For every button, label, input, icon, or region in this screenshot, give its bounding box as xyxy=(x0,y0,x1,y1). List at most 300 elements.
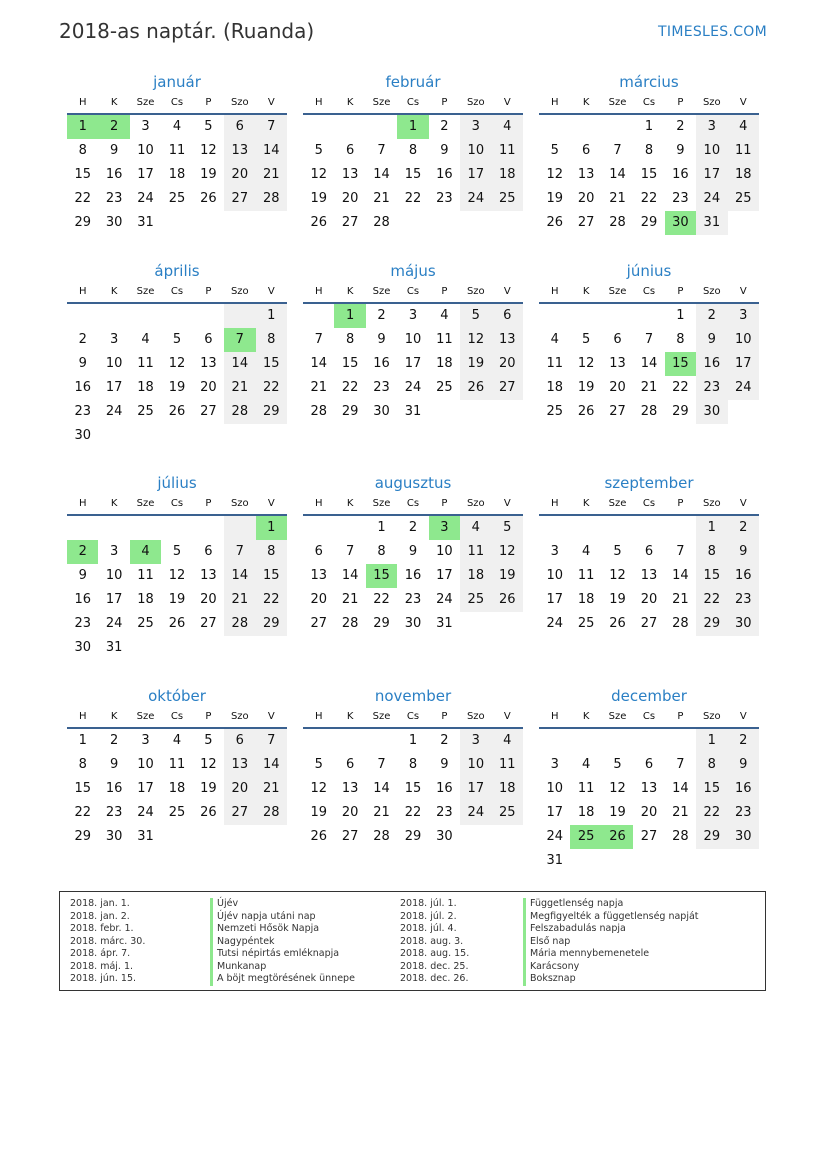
weekday-label: K xyxy=(346,498,354,509)
month-calendar xyxy=(67,260,287,448)
day-cell: 23 xyxy=(672,191,689,206)
day-cell: 23 xyxy=(728,801,759,825)
weekday-label: P xyxy=(441,711,448,722)
day-cell: 26 xyxy=(310,215,327,230)
day-cell: 25 xyxy=(492,801,523,825)
day-cell: 9 xyxy=(696,328,727,352)
legend-holiday-name: Tutsi népirtás emléknapja xyxy=(210,948,339,961)
weekday-label: P xyxy=(441,286,448,297)
day-cell: 27 xyxy=(640,829,658,844)
weekday-label: P xyxy=(441,498,448,509)
weekday-label: K xyxy=(110,286,118,297)
days-grid xyxy=(539,304,759,424)
day-cell: 20 xyxy=(224,163,255,187)
day-cell: 25 xyxy=(436,380,453,395)
weekday-label: Szo xyxy=(466,498,485,509)
day-cell: 18 xyxy=(436,356,453,371)
legend-date: 2018. aug. 15. xyxy=(400,948,470,959)
empty-day-cell xyxy=(161,304,192,328)
empty-day-cell xyxy=(303,304,334,328)
day-cell: 4 xyxy=(172,733,182,748)
weekday-label: V xyxy=(739,498,747,509)
day-cell: 11 xyxy=(137,356,154,371)
legend-date: 2018. ápr. 7. xyxy=(70,948,131,959)
day-cell: 30 xyxy=(728,612,759,636)
day-cell: 13 xyxy=(640,781,658,796)
day-cell: 30 xyxy=(728,825,759,849)
holiday-day-cell: 25 xyxy=(570,825,601,849)
month-calendar xyxy=(539,260,759,424)
legend-holiday-name: Mária mennybemenetele xyxy=(523,948,649,961)
holiday-day-cell: 1 xyxy=(334,304,365,328)
day-cell: 1 xyxy=(676,308,685,323)
weekday-label: Sze xyxy=(372,286,391,297)
empty-day-cell xyxy=(67,516,98,540)
day-cell: 1 xyxy=(696,729,727,753)
day-cell: 25 xyxy=(168,805,186,820)
weekday-label: H xyxy=(78,97,87,108)
month-name: augusztus xyxy=(374,474,452,492)
day-cell: 5 xyxy=(613,757,622,772)
day-cell: 6 xyxy=(345,757,355,772)
weekday-header xyxy=(303,494,523,516)
day-cell: 22 xyxy=(74,805,91,820)
day-cell: 14 xyxy=(224,564,255,588)
day-cell: 14 xyxy=(373,781,390,796)
day-cell: 19 xyxy=(609,805,626,820)
day-cell: 28 xyxy=(256,801,287,825)
day-cell: 3 xyxy=(141,733,150,748)
day-cell: 16 xyxy=(74,380,91,395)
day-cell: 25 xyxy=(492,187,523,211)
day-cell: 11 xyxy=(492,753,523,777)
day-cell: 24 xyxy=(546,829,563,844)
day-cell: 11 xyxy=(460,540,491,564)
weekday-label: V xyxy=(739,286,747,297)
day-cell: 22 xyxy=(74,191,91,206)
day-cell: 20 xyxy=(609,380,626,395)
day-cell: 13 xyxy=(609,356,626,371)
empty-day-cell xyxy=(303,115,334,139)
day-cell: 10 xyxy=(460,753,491,777)
legend-date: 2018. febr. 1. xyxy=(70,923,134,934)
day-cell: 17 xyxy=(546,592,563,607)
legend-date: 2018. aug. 3. xyxy=(400,935,464,947)
weekday-header xyxy=(303,707,523,729)
day-cell: 2 xyxy=(408,520,418,535)
weekday-header xyxy=(539,494,759,516)
weekday-label: Sze xyxy=(608,97,627,108)
day-cell: 5 xyxy=(204,119,213,134)
empty-day-cell xyxy=(602,115,633,139)
day-cell: 14 xyxy=(310,356,327,371)
day-cell: 20 xyxy=(640,805,658,820)
month-name: május xyxy=(390,262,436,280)
weekday-label: H xyxy=(78,286,87,297)
legend-holiday-name: Függetlenség napja xyxy=(523,898,623,911)
day-cell: 28 xyxy=(609,215,626,230)
weekday-label: K xyxy=(110,711,118,722)
legend-holiday-name: Megfigyelték a függetlenség napját xyxy=(523,911,699,924)
empty-day-cell xyxy=(193,516,224,540)
day-cell: 21 xyxy=(256,163,287,187)
day-cell: 14 xyxy=(672,781,689,796)
day-cell: 20 xyxy=(310,592,327,607)
weekday-label: H xyxy=(550,97,559,108)
day-cell: 15 xyxy=(696,564,727,588)
weekday-label: V xyxy=(503,498,511,509)
day-cell: 8 xyxy=(377,544,386,559)
day-cell: 14 xyxy=(256,139,287,163)
day-cell: 5 xyxy=(314,757,323,772)
day-cell: 7 xyxy=(256,115,287,139)
day-cell: 5 xyxy=(492,516,523,540)
day-cell: 26 xyxy=(546,215,563,230)
day-cell: 28 xyxy=(256,187,287,211)
day-cell: 12 xyxy=(577,356,595,371)
day-cell: 19 xyxy=(492,564,523,588)
day-cell: 18 xyxy=(168,167,186,182)
day-cell: 26 xyxy=(577,404,595,419)
days-grid xyxy=(539,516,759,636)
weekday-label: Sze xyxy=(372,97,391,108)
weekday-label: Szo xyxy=(702,286,721,297)
day-cell: 24 xyxy=(404,380,422,395)
empty-day-cell xyxy=(98,304,129,328)
days-grid xyxy=(67,115,287,235)
weekday-label: H xyxy=(78,498,87,509)
day-cell: 7 xyxy=(314,332,323,347)
day-cell: 31 xyxy=(436,616,453,631)
day-cell: 16 xyxy=(105,781,123,796)
day-cell: 16 xyxy=(728,564,759,588)
day-cell: 8 xyxy=(408,757,418,772)
month-calendar xyxy=(303,685,523,849)
day-cell: 14 xyxy=(640,356,658,371)
weekday-label: Cs xyxy=(406,97,420,108)
day-cell: 28 xyxy=(341,616,359,631)
day-cell: 13 xyxy=(341,781,359,796)
day-cell: 9 xyxy=(676,143,685,158)
legend-holiday-name: Újév xyxy=(210,898,238,911)
weekday-label: Sze xyxy=(136,498,155,509)
day-cell: 1 xyxy=(696,516,727,540)
day-cell: 20 xyxy=(341,805,359,820)
day-cell: 20 xyxy=(640,592,658,607)
day-cell: 6 xyxy=(204,544,213,559)
day-cell: 27 xyxy=(224,801,255,825)
day-cell: 28 xyxy=(672,616,689,631)
days-grid xyxy=(303,516,523,636)
day-cell: 16 xyxy=(436,781,453,796)
day-cell: 19 xyxy=(577,380,595,395)
day-cell: 21 xyxy=(224,376,255,400)
day-cell: 1 xyxy=(377,520,386,535)
weekday-label: Sze xyxy=(372,711,391,722)
day-cell: 27 xyxy=(640,616,658,631)
day-cell: 19 xyxy=(200,167,217,182)
empty-day-cell xyxy=(303,729,334,753)
weekday-label: H xyxy=(78,711,87,722)
day-cell: 28 xyxy=(224,612,255,636)
day-cell: 15 xyxy=(256,564,287,588)
holiday-day-cell: 15 xyxy=(665,352,696,376)
legend-date: 2018. dec. 25. xyxy=(400,960,469,972)
days-grid xyxy=(539,729,759,873)
day-cell: 31 xyxy=(105,640,123,655)
day-cell: 12 xyxy=(168,568,186,583)
day-cell: 8 xyxy=(644,143,654,158)
day-cell: 12 xyxy=(609,781,626,796)
day-cell: 19 xyxy=(609,592,626,607)
day-cell: 19 xyxy=(310,805,327,820)
day-cell: 22 xyxy=(404,191,422,206)
legend-holiday-name: Felszabadulás napja xyxy=(523,923,626,936)
month-calendar xyxy=(303,472,523,636)
day-cell: 25 xyxy=(137,616,154,631)
day-cell: 4 xyxy=(492,115,523,139)
empty-day-cell xyxy=(334,115,365,139)
day-cell: 3 xyxy=(550,757,559,772)
weekday-label: Cs xyxy=(642,711,656,722)
empty-day-cell xyxy=(633,516,664,540)
day-cell: 27 xyxy=(200,404,217,419)
legend-holiday-name: Újév napja utáni nap xyxy=(210,911,316,924)
weekday-label: V xyxy=(267,97,275,108)
day-cell: 10 xyxy=(546,781,563,796)
day-cell: 10 xyxy=(404,332,422,347)
day-cell: 3 xyxy=(550,544,559,559)
day-cell: 7 xyxy=(676,757,685,772)
day-cell: 15 xyxy=(404,167,422,182)
weekday-header xyxy=(67,93,287,115)
legend-date: 2018. jan. 2. xyxy=(70,910,130,922)
day-cell: 19 xyxy=(168,380,186,395)
day-cell: 5 xyxy=(204,733,213,748)
day-cell: 10 xyxy=(696,139,727,163)
day-cell: 23 xyxy=(404,592,422,607)
day-cell: 7 xyxy=(377,757,386,772)
day-cell: 20 xyxy=(341,191,359,206)
day-cell: 17 xyxy=(436,568,453,583)
weekday-label: Cs xyxy=(170,498,184,509)
weekday-label: V xyxy=(739,97,747,108)
weekday-label: P xyxy=(205,286,212,297)
day-cell: 26 xyxy=(200,805,217,820)
month-calendar xyxy=(67,472,287,660)
legend-holiday-name: Boksznap xyxy=(523,973,576,986)
days-grid xyxy=(303,729,523,849)
day-cell: 28 xyxy=(224,400,255,424)
weekday-label: Szo xyxy=(466,97,485,108)
holiday-day-cell: 3 xyxy=(429,516,460,540)
brand-logo[interactable]: TIMESLES.COM xyxy=(658,24,767,40)
day-cell: 18 xyxy=(546,380,563,395)
day-cell: 20 xyxy=(200,592,217,607)
day-cell: 8 xyxy=(696,540,727,564)
day-cell: 28 xyxy=(373,215,390,230)
weekday-label: P xyxy=(205,711,212,722)
holiday-day-cell: 1 xyxy=(397,115,428,139)
day-cell: 6 xyxy=(613,332,622,347)
holiday-legend xyxy=(59,891,766,991)
holiday-day-cell: 1 xyxy=(67,115,98,139)
empty-day-cell xyxy=(602,516,633,540)
weekday-label: Sze xyxy=(608,498,627,509)
day-cell: 30 xyxy=(373,404,390,419)
weekday-header xyxy=(539,93,759,115)
legend-holiday-name: Nagypéntek xyxy=(210,936,275,949)
day-cell: 6 xyxy=(314,544,323,559)
day-cell: 4 xyxy=(172,119,182,134)
weekday-label: Szo xyxy=(230,286,249,297)
empty-day-cell xyxy=(539,516,570,540)
day-cell: 16 xyxy=(404,568,422,583)
day-cell: 21 xyxy=(373,191,390,206)
day-cell: 17 xyxy=(546,805,563,820)
weekday-label: K xyxy=(582,286,590,297)
day-cell: 21 xyxy=(640,380,658,395)
day-cell: 6 xyxy=(644,544,654,559)
day-cell: 25 xyxy=(728,187,759,211)
day-cell: 5 xyxy=(550,143,559,158)
day-cell: 17 xyxy=(460,163,491,187)
empty-day-cell xyxy=(366,729,397,753)
day-cell: 24 xyxy=(546,616,563,631)
legend-holiday-name: Első nap xyxy=(523,936,570,949)
day-cell: 16 xyxy=(105,167,123,182)
day-cell: 9 xyxy=(440,757,449,772)
weekday-label: P xyxy=(677,498,684,509)
day-cell: 30 xyxy=(696,400,727,424)
day-cell: 17 xyxy=(696,163,727,187)
empty-day-cell xyxy=(334,729,365,753)
legend-date: 2018. júl. 4. xyxy=(400,923,457,934)
day-cell: 29 xyxy=(404,829,422,844)
weekday-label: V xyxy=(503,97,511,108)
day-cell: 1 xyxy=(78,733,87,748)
day-cell: 29 xyxy=(74,215,91,230)
day-cell: 4 xyxy=(550,332,559,347)
page-title: 2018-as naptár. (Ruanda) xyxy=(59,19,315,43)
days-grid xyxy=(303,304,523,424)
day-cell: 9 xyxy=(728,540,759,564)
day-cell: 29 xyxy=(696,612,727,636)
day-cell: 10 xyxy=(105,356,123,371)
day-cell: 15 xyxy=(256,352,287,376)
weekday-label: K xyxy=(582,711,590,722)
holiday-day-cell: 26 xyxy=(602,825,633,849)
weekday-label: Szo xyxy=(702,711,721,722)
month-name: október xyxy=(148,687,206,705)
day-cell: 2 xyxy=(440,733,449,748)
day-cell: 16 xyxy=(373,356,390,371)
empty-day-cell xyxy=(224,516,255,540)
weekday-header xyxy=(303,282,523,304)
empty-day-cell xyxy=(130,516,161,540)
weekday-label: P xyxy=(677,97,684,108)
day-cell: 11 xyxy=(492,139,523,163)
day-cell: 29 xyxy=(256,400,287,424)
day-cell: 3 xyxy=(728,304,759,328)
day-cell: 8 xyxy=(78,143,87,158)
weekday-header xyxy=(303,93,523,115)
day-cell: 12 xyxy=(310,167,327,182)
day-cell: 9 xyxy=(440,143,449,158)
day-cell: 26 xyxy=(200,191,217,206)
empty-day-cell xyxy=(98,516,129,540)
day-cell: 17 xyxy=(460,777,491,801)
day-cell: 25 xyxy=(137,404,154,419)
day-cell: 20 xyxy=(577,191,595,206)
holiday-day-cell: 1 xyxy=(256,516,287,540)
day-cell: 12 xyxy=(492,540,523,564)
day-cell: 12 xyxy=(168,356,186,371)
day-cell: 3 xyxy=(109,332,119,347)
day-cell: 13 xyxy=(224,139,255,163)
weekday-label: P xyxy=(677,286,684,297)
day-cell: 30 xyxy=(105,829,123,844)
day-cell: 21 xyxy=(609,191,626,206)
day-cell: 12 xyxy=(200,143,217,158)
weekday-label: Sze xyxy=(608,286,627,297)
weekday-label: P xyxy=(677,711,684,722)
day-cell: 22 xyxy=(672,380,689,395)
weekday-label: H xyxy=(550,711,559,722)
day-cell: 2 xyxy=(696,304,727,328)
weekday-label: V xyxy=(739,711,747,722)
day-cell: 31 xyxy=(137,829,154,844)
day-cell: 17 xyxy=(404,356,422,371)
day-cell: 23 xyxy=(436,805,453,820)
day-cell: 14 xyxy=(672,568,689,583)
day-cell: 20 xyxy=(224,777,255,801)
day-cell: 28 xyxy=(640,404,658,419)
day-cell: 31 xyxy=(546,853,563,868)
day-cell: 30 xyxy=(74,640,91,655)
day-cell: 4 xyxy=(141,332,150,347)
days-grid xyxy=(303,115,523,235)
weekday-label: Sze xyxy=(608,711,627,722)
weekday-label: V xyxy=(503,711,511,722)
empty-day-cell xyxy=(193,304,224,328)
month-name: november xyxy=(374,687,452,705)
day-cell: 14 xyxy=(609,167,626,182)
day-cell: 16 xyxy=(436,167,453,182)
day-cell: 14 xyxy=(256,753,287,777)
day-cell: 27 xyxy=(492,376,523,400)
legend-date: 2018. júl. 1. xyxy=(400,898,457,909)
day-cell: 25 xyxy=(577,616,595,631)
weekday-label: V xyxy=(267,498,275,509)
day-cell: 27 xyxy=(310,616,327,631)
day-cell: 27 xyxy=(341,215,359,230)
day-cell: 11 xyxy=(436,332,453,347)
day-cell: 7 xyxy=(613,143,622,158)
day-cell: 27 xyxy=(341,829,359,844)
legend-date: 2018. jún. 15. xyxy=(70,973,137,984)
day-cell: 30 xyxy=(74,428,91,443)
day-cell: 24 xyxy=(137,191,154,206)
day-cell: 13 xyxy=(640,568,658,583)
day-cell: 5 xyxy=(172,332,182,347)
day-cell: 29 xyxy=(640,215,658,230)
day-cell: 5 xyxy=(460,304,491,328)
day-cell: 9 xyxy=(78,568,87,583)
month-calendar xyxy=(539,472,759,636)
day-cell: 5 xyxy=(613,544,622,559)
day-cell: 21 xyxy=(672,805,689,820)
